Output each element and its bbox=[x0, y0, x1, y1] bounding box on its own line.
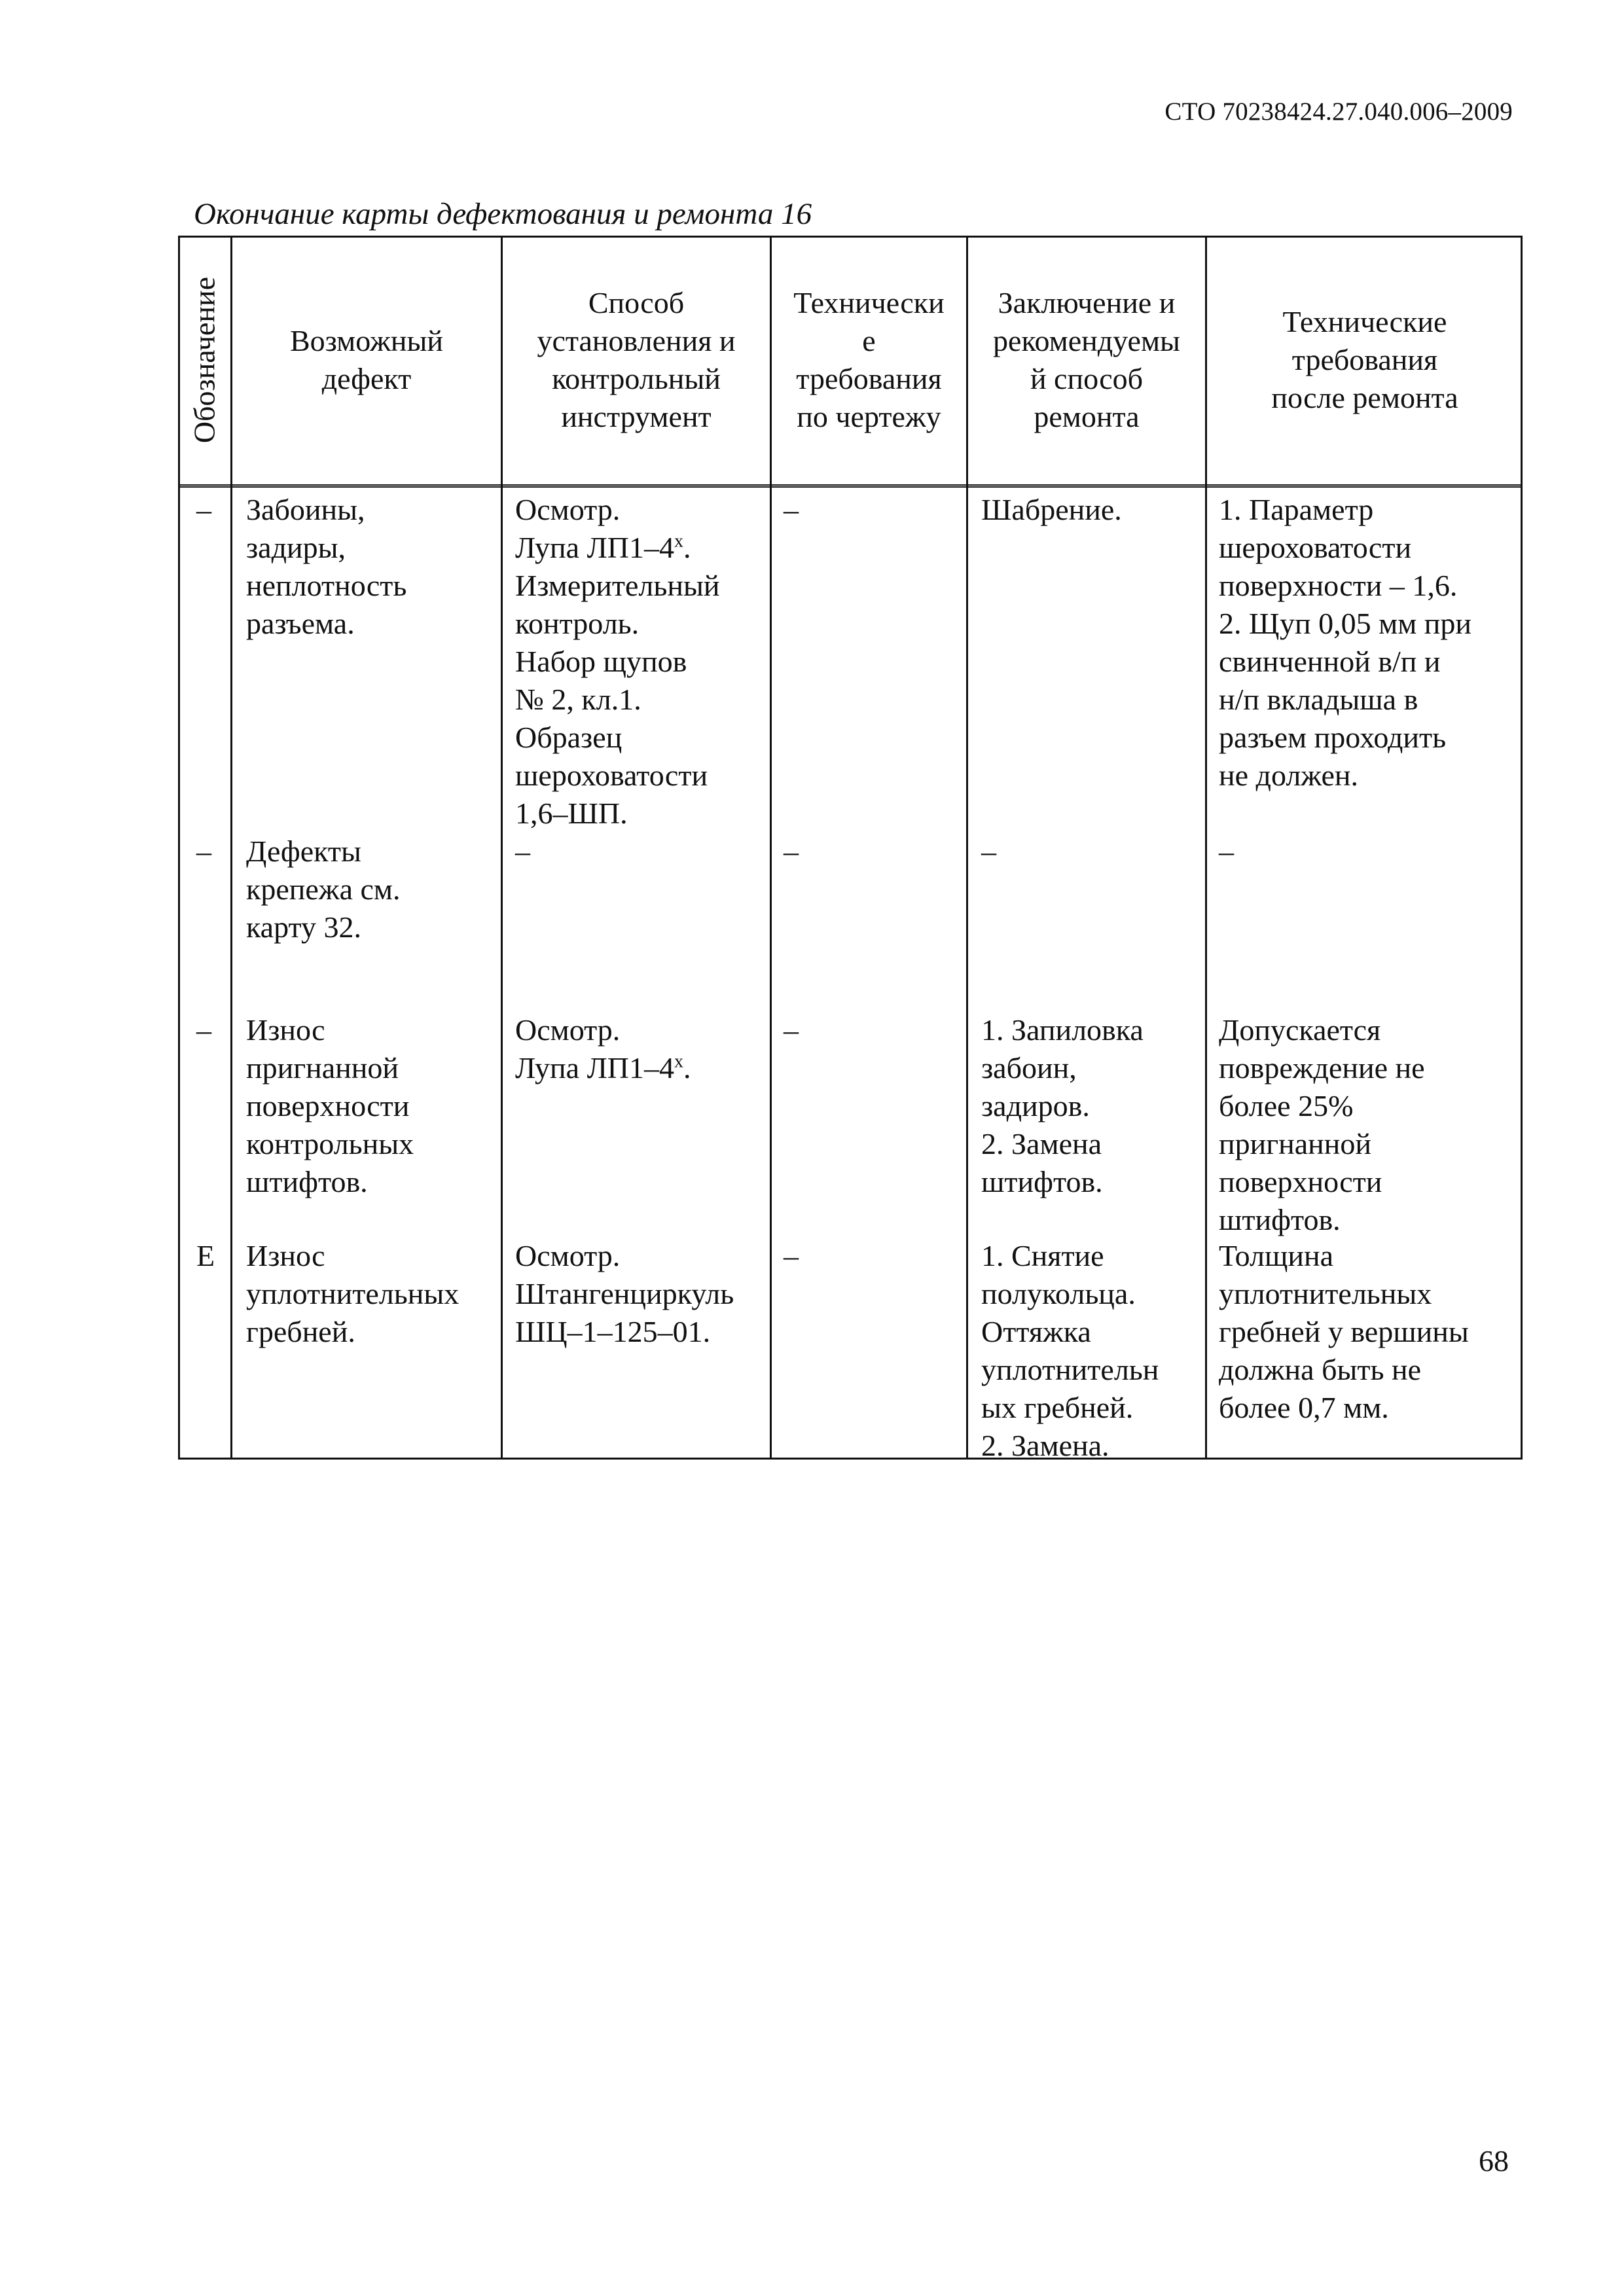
row1-requirements: 1. Параметр шероховатости поверхности – 1,6. 2. Щуп 0,05 мм при свинченной в/п и н/п вкладыша в разъем проходить не должен. bbox=[1219, 493, 1472, 792]
header-method bbox=[503, 236, 770, 484]
row3-defect: Износ пригнанной поверхности контрольных штифтов. bbox=[246, 1013, 414, 1198]
row3-method-text-cont: . bbox=[683, 1051, 691, 1085]
row2-conclusion: – bbox=[981, 834, 996, 868]
row2-defect: Дефекты крепежа см. карту 32. bbox=[246, 834, 401, 944]
row4-defect: Износ уплотнительных гребней. bbox=[246, 1239, 460, 1348]
row2-mark: – bbox=[196, 834, 211, 868]
row3-mark: – bbox=[196, 1013, 211, 1047]
row3-tech: – bbox=[784, 1013, 799, 1047]
header-designation-label: Обозначение bbox=[187, 276, 221, 444]
header-tech-requirements-label: Технически е требования по чертежу bbox=[793, 286, 945, 433]
header-after-repair-label: Технические требования после ремонта bbox=[1271, 305, 1458, 414]
row3-conclusion: 1. Запиловка забоин, задиров. 2. Замена штифтов. bbox=[981, 1013, 1144, 1198]
header-conclusion-label: Заключение и рекомендуемы й способ ремонта bbox=[993, 286, 1180, 433]
document-code: СТО 70238424.27.040.006–2009 bbox=[1164, 98, 1513, 126]
row2-method: – bbox=[515, 834, 530, 868]
header-after-repair bbox=[1207, 236, 1523, 484]
row1-method-text-cont: . Измерительный контроль. Набор щупов № 2, кл.1. Образец шероховатости 1,6–ШП. bbox=[515, 531, 720, 830]
table-caption: Окончание карты дефектования и ремонта 16 bbox=[194, 197, 812, 231]
row1-method-superscript: х bbox=[674, 531, 684, 552]
row3-method bbox=[515, 1011, 691, 1087]
header-defect-label: Возможный дефект bbox=[289, 324, 444, 395]
header-designation bbox=[178, 236, 230, 484]
header-conclusion bbox=[968, 236, 1205, 484]
row4-conclusion: 1. Снятие полукольца. Оттяжка уплотнительн ых гребней. 2. Замена. bbox=[981, 1239, 1159, 1462]
row1-mark: – bbox=[196, 493, 211, 526]
row1-conclusion: Шабрение. bbox=[981, 493, 1122, 526]
defect-repair-table bbox=[178, 236, 1523, 1460]
row3-method-text: Осмотр. Лупа ЛП1–4 bbox=[515, 1013, 675, 1085]
row2-requirements: – bbox=[1219, 834, 1234, 868]
row4-requirements: Толщина уплотнительных гребней у вершины должна быть не более 0,7 мм. bbox=[1219, 1239, 1469, 1424]
header-defect bbox=[232, 236, 501, 484]
row3-requirements: Допускается повреждение не более 25% пригнанной поверхности штифтов. bbox=[1219, 1013, 1425, 1236]
row2-tech: – bbox=[784, 834, 799, 868]
page-number: 68 bbox=[1479, 2144, 1509, 2178]
row1-defect: Забоины, задиры, неплотность разъема. bbox=[246, 493, 407, 640]
row1-tech: – bbox=[784, 493, 799, 526]
row1-method bbox=[515, 491, 719, 833]
row4-method: Осмотр. Штангенциркуль ШЦ–1–125–01. bbox=[515, 1239, 734, 1348]
header-method-label: Способ установления и контрольный инструмент bbox=[537, 286, 736, 433]
header-separator bbox=[178, 484, 1523, 488]
row1-method-text: Осмотр. Лупа ЛП1–4 bbox=[515, 493, 675, 564]
row4-tech: – bbox=[784, 1239, 799, 1272]
row4-mark: Е bbox=[196, 1239, 215, 1272]
row3-method-superscript: х bbox=[674, 1051, 684, 1072]
header-tech-requirements bbox=[772, 236, 966, 484]
